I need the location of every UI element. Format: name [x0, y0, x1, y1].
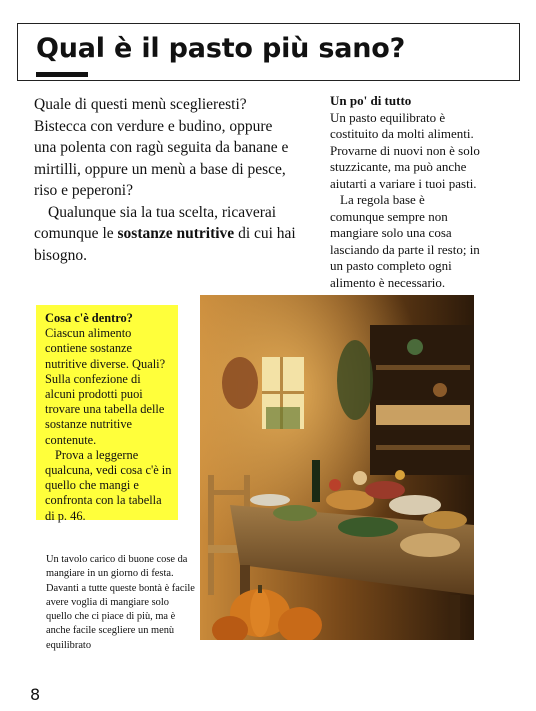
intro-paragraph-2 [34, 202, 296, 267]
intro-text [34, 94, 296, 266]
feast-table-illustration [200, 295, 474, 640]
photo-caption: Un tavolo carico di buone cose da mangiare in un giorno di festa. Davanti a tutte queste bontà è facile avere voglia di mangiare solo quello che ci piace di più, ma è anche facile scegliere un menù equilibrato [46, 554, 195, 651]
side-paragraph-1: Un pasto equilibrato è costituito da molti alimenti. Provarne di nuovi non è solo stuzzicante, ma può anche aiutarti a variare i tuoi pasti. [330, 109, 480, 191]
info-box-heading: Cosa c'è dentro? [45, 311, 133, 325]
page-number: 8 [30, 685, 41, 704]
info-box-paragraph-2: Prova a leggerne qualcuna, vedi cosa c'è in quello che mangi e confronta con la tabella di p. 46. [45, 447, 172, 523]
intro-p2-start: Qualunque sia la tua scelta, ricaverai comunque le [34, 203, 277, 242]
feast-table-photo [200, 295, 474, 640]
title-underline [36, 72, 88, 77]
intro-paragraph-1: Quale di questi menù sceglieresti? Bistecca con verdure e budino, oppure una polenta con ragù seguita da banane e mirtilli, oppure un menù a base di pesce, riso e peperoni? [34, 96, 289, 199]
side-column [330, 93, 482, 291]
side-heading: Un po' di tutto [330, 93, 412, 108]
intro-p2-bold: sostanze nutritive [117, 225, 235, 242]
intro-p2-end: di cui hai bisogno. [34, 225, 296, 264]
side-paragraph-2: La regola base è comunque sempre non mangiare solo una cosa lasciando da parte il resto; in un pasto completo ogni alimento è necessario. [330, 192, 480, 290]
page-title: Qual è il pasto più sano? [36, 33, 406, 64]
info-box [36, 305, 178, 523]
info-box-paragraph-1: Ciascun alimento contiene sostanze nutritive diverse. Quali? Sulla confezione di alcuni prodotti puoi trovare una tabella delle sostanze nutritive contenute. [45, 326, 166, 447]
